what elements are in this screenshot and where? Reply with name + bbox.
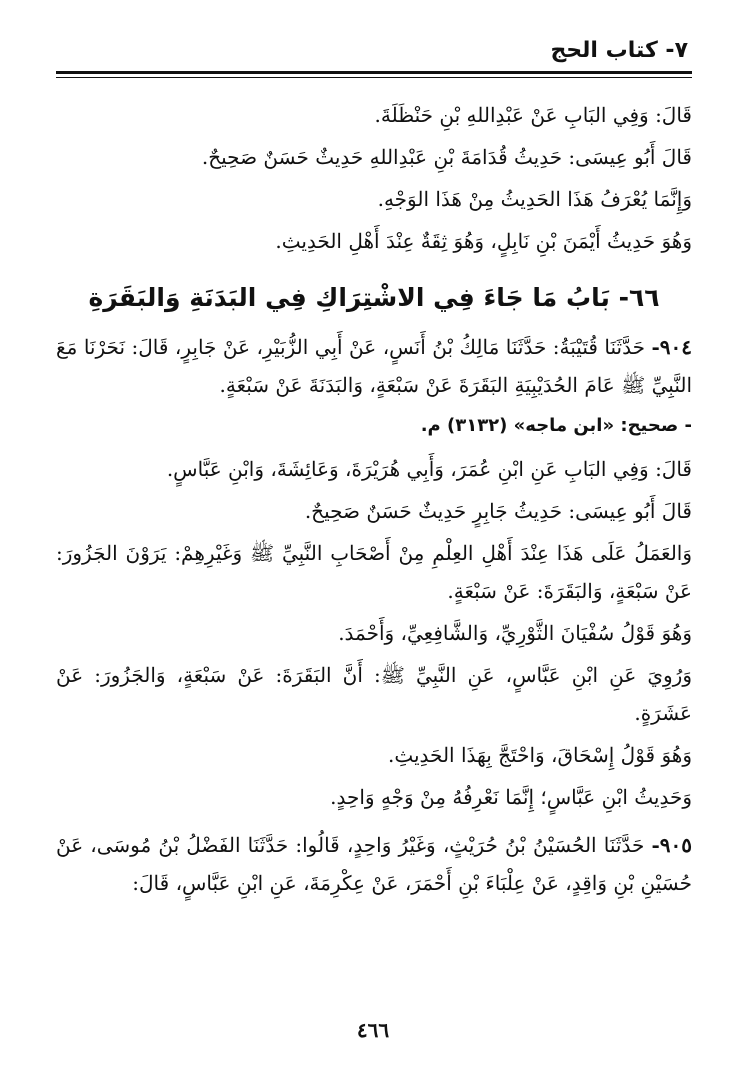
hadith-904: [56, 328, 692, 404]
hadith-grading: - صحيح: «ابن ماجه» (٣١٣٢) م.: [420, 415, 692, 436]
paragraph-source-note: وَإِنَّمَا يُعْرَفُ هَذَا الحَدِيثُ مِنْ هَذَا الوَجْهِ.: [377, 187, 692, 211]
running-header: ٧- كتاب الحج: [550, 38, 688, 63]
paragraph-single-chain-note: وَحَدِيثُ ابْنِ عَبَّاسٍ؛ إِنَّمَا نَعْرِفُهُ مِنْ وَجْهٍ وَاحِدٍ.: [330, 785, 692, 809]
paragraph-practice-note: وَالعَمَلُ عَلَى هَذَا عِنْدَ أَهْلِ العِلْمِ مِنْ أَصْحَابِ النَّبِيِّ ﷺ وَغَيْرِهِمْ: يَرَوْنَ الجَزُورَ: عَنْ سَبْعَةٍ، وَالبَقَرَةَ: عَنْ سَبْعَةٍ.: [56, 541, 692, 603]
paragraph-grading-note: قَالَ أَبُو عِيسَى: حَدِيثُ قُدَامَةَ بْنِ عَبْدِاللهِ حَدِيثٌ حَسَنٌ صَحِيحٌ.: [201, 145, 692, 169]
hadith-text: حَدَّثَنَا قُتَيْبَةُ: حَدَّثَنَا مَالِكُ بْنُ أَنَسٍ، عَنْ أَبِي الزُّبَيْرِ، عَنْ جَابِرٍ، قَالَ: نَحَرْنَا مَعَ النَّبِيِّ ﷺ عَامَ الحُدَيْبِيَةِ البَقَرَةَ عَنْ سَبْعَةٍ، وَالبَدَنَةَ عَنْ سَبْعَةٍ.: [56, 335, 692, 397]
paragraph-bab-note: قَالَ: وَفِي البَابِ عَنْ عَبْدِاللهِ بْنِ حَنْظَلَةَ.: [374, 103, 692, 127]
paragraph-bab-note-2: قَالَ: وَفِي البَابِ عَنِ ابْنِ عُمَرَ، وَأَبِي هُرَيْرَةَ، وَعَائِشَةَ، وَابْنِ عَبَّاسٍ.: [166, 457, 692, 481]
paragraph-scholars-note: وَهُوَ قَوْلُ سُفْيَانَ الثَّوْرِيِّ، وَالشَّافِعِيِّ، وَأَحْمَدَ.: [338, 621, 692, 645]
paragraph-grading-note-2: قَالَ أَبُو عِيسَى: حَدِيثُ جَابِرٍ حَدِيثٌ حَسَنٌ صَحِيحٌ.: [304, 499, 692, 523]
paragraph-ibn-abbas-note: وَرُوِيَ عَنِ ابْنِ عَبَّاسٍ، عَنِ النَّبِيِّ ﷺ: أَنَّ البَقَرَةَ: عَنْ سَبْعَةٍ، وَالجَزُورَ: عَنْ عَشَرَةٍ.: [56, 663, 692, 725]
hadith-number: ٩٠٤-: [651, 335, 692, 359]
chapter-title: ٦٦- بَابُ مَا جَاءَ فِي الاشْتِرَاكِ فِي البَدَنَةِ وَالبَقَرَةِ: [88, 283, 660, 312]
paragraph-narrator-note: وَهُوَ حَدِيثُ أَيْمَنَ بْنِ نَابِلٍ، وَهُوَ ثِقَةٌ عِنْدَ أَهْلِ الحَدِيثِ.: [275, 229, 692, 253]
header-rule-thin: [56, 77, 692, 78]
hadith-905: [56, 826, 692, 902]
hadith-number: ٩٠٥-: [651, 833, 692, 857]
page-number: ٤٦٦: [356, 1018, 390, 1042]
page-body: [56, 96, 692, 906]
header-rule-thick: [56, 71, 692, 74]
hadith-text: حَدَّثَنَا الحُسَيْنُ بْنُ حُرَيْثٍ، وَغَيْرُ وَاحِدٍ، قَالُوا: حَدَّثَنَا الفَضْلُ بْنُ مُوسَى، عَنْ حُسَيْنِ بْنِ وَاقِدٍ، عَنْ عِلْبَاءَ بْنِ أَحْمَرَ، عَنْ عِكْرِمَةَ، عَنِ ابْنِ عَبَّاسٍ، قَالَ:: [56, 833, 692, 895]
paragraph-ishaq-note: وَهُوَ قَوْلُ إِسْحَاقَ، وَاحْتَجَّ بِهَذَا الحَدِيثِ.: [387, 743, 692, 767]
